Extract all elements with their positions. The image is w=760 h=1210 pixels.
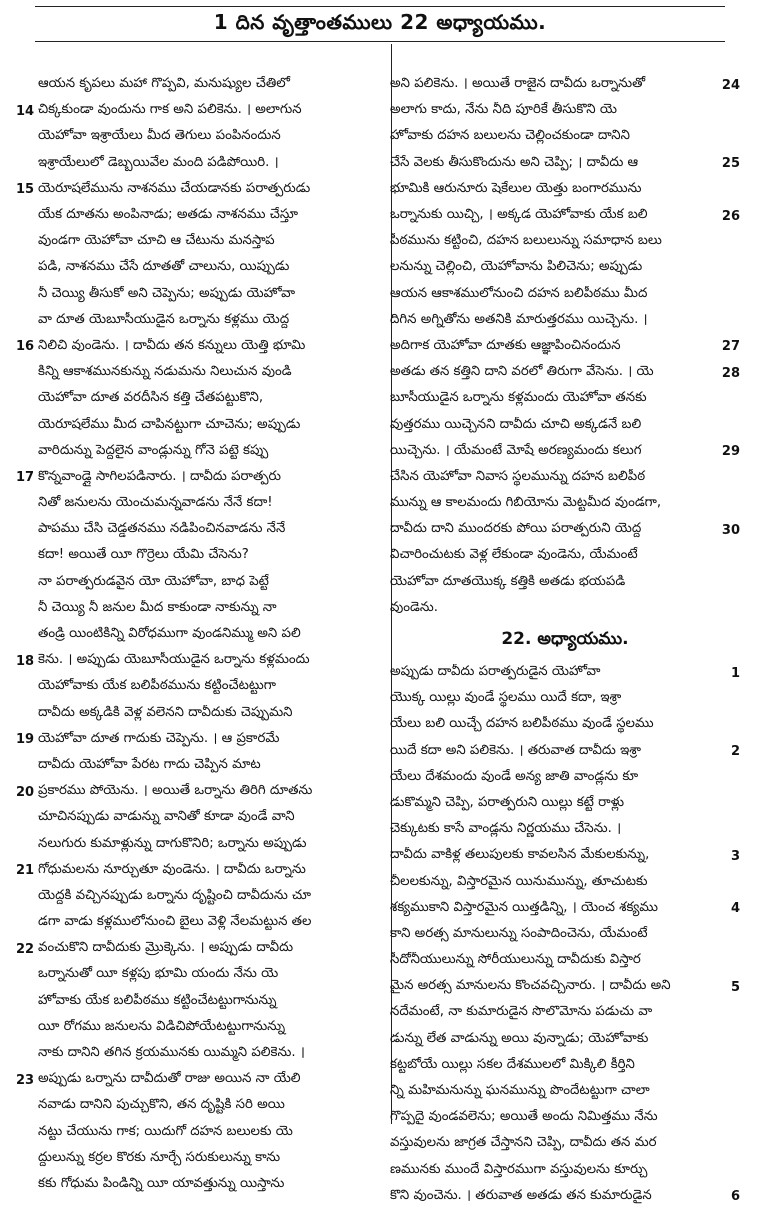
text-columns (16, 72, 740, 1205)
verse-text: అని పలికెను. । అయితే రాజైన దావీదు ఒర్నానుతో (390, 76, 646, 92)
text-line (16, 543, 366, 569)
verse-text: యిచ్చెను. । యేమంటే మోషే అరణ్యమందు కలుగ (390, 442, 642, 458)
text-line (390, 948, 740, 974)
verse-number: 6 (730, 1189, 740, 1205)
verse-text: కొని వుంచెను. । తరువాత అతడు తన కుమారుడైన (390, 1187, 652, 1203)
text-line (390, 491, 740, 517)
text-line (390, 255, 740, 281)
verse-text: భూమికి ఆరునూరు షెకేలుల యెత్తు బంగారమును (390, 180, 642, 196)
page-title: 1 దిన వృత్తాంతములు 22 అధ్యాయము. (213, 9, 547, 34)
text-line (390, 739, 740, 765)
verse-text: న్ని మహిమనున్ను ఘనమున్ను పొందేటట్టుగా చాలా (390, 1083, 650, 1099)
text-line (390, 412, 740, 438)
text-line (16, 1067, 366, 1093)
verse-text: ఇశ్రాయేలులో డెబ్బయివేల మంది పడిపోయిరి. । (38, 154, 279, 170)
verse-text: కట్టబోయే యిల్లు సకల దేశములలో మిక్కిలి కీర్తిని (390, 1056, 635, 1072)
verse-text: డున్ను లేత వాడున్ను అయి వున్నాడు; యెహోవాకు (390, 1030, 649, 1046)
text-line (390, 1027, 740, 1053)
verse-text: చెక్కుటకు కాసే వాండ్లను నిర్ణయము చేసెను. । (390, 821, 622, 837)
text-line (16, 1172, 366, 1198)
text-line (16, 989, 366, 1015)
verse-text: వా దూత యెబూసీయుడైన ఒర్నాను కళ్లము యెద్ద (38, 311, 290, 327)
text-line (16, 622, 366, 648)
verse-text: నీ చెయ్యి తీసుకో అని చెప్పెను; అప్పుడు యెహోవా (38, 285, 296, 301)
verse-text: వంచుకొని దావీదుకు మ్రొక్కెను. । అప్పుడు దావీదు (38, 940, 294, 956)
text-line (16, 701, 366, 727)
text-line (16, 648, 366, 674)
text-line (390, 1158, 740, 1184)
verse-text: యెరూషలేమును నాశనము చేయడానకు పరాత్పరుడు (38, 180, 311, 196)
text-line (390, 896, 740, 922)
left-column (16, 72, 378, 1191)
verse-text: కెను. । అప్పుడు యెబూసీయుడైన ఒర్నాను కళ్లమందు (38, 652, 310, 668)
text-line (390, 974, 740, 1000)
verse-text: నా పరాత్పరుడవైన యో యెహోవా, బాధ పెట్టే (38, 573, 269, 589)
verse-number: 28 (721, 365, 740, 381)
verse-text: ద్దులున్ను కర్రల కొరకు నూర్చే సరుకులున్ను కాను (38, 1149, 281, 1165)
text-line (16, 805, 366, 831)
verse-text: మైన అరత్స మానులను కొంచవచ్చినారు. । దావీదు అని (390, 978, 671, 994)
verse-number: 1 (730, 665, 740, 681)
verse-text: పాపము చేసి చెడ్డతనము నడిపించినవాడను నేనే (38, 521, 286, 537)
verse-text: యేలు బలి యిచ్చే దహన బలిపీఠము వుండే స్థలము (390, 716, 654, 732)
text-line (390, 98, 740, 124)
text-line (390, 334, 740, 360)
text-line (16, 1093, 366, 1119)
verse-text: వస్తువులను జాగ్రత చేస్తానని చెప్పి, దావీదు తన మర (390, 1135, 657, 1151)
verse-text: లనున్ను చెల్లించి, యెహోవాను పిలిచెను; అప్పుడు (390, 259, 643, 275)
verse-text: యెద్దకి వచ్చినప్పుడు ఒర్నాను దృష్టించి దావీదును చూ (38, 887, 312, 903)
text-line (16, 151, 366, 177)
verse-text: యిదే కదా అని పలికెను. । తరువాత దావీదు ఇశ్రా (390, 742, 642, 758)
text-line (390, 360, 740, 386)
verse-text: యెహోవా ఇశ్రాయేలు మీద తెగులు పంపినందున (38, 128, 281, 144)
verse-number: 17 (16, 470, 35, 486)
verse-text: అలాగు కాదు, నేను నీది పూరికే తీసుకొని యె (390, 102, 617, 118)
verse-text: దావీదు అక్కడికి వెళ్ల వలెనని దావీదుకు చెప్పుమని (38, 704, 293, 720)
text-line (390, 843, 740, 869)
verse-text: నాకు దానిని తగిన క్రయమునకు యిమ్మని పలికెను. । (38, 1045, 305, 1061)
text-line (390, 1184, 740, 1210)
verse-number: 15 (16, 182, 35, 198)
verse-text: డుకొమ్మని చెప్పి, పరాత్పరుని యిల్లు కట్టే రాళ్లు (390, 794, 625, 810)
verse-text: యొక్క యిల్లు వుండే స్థలము యిదే కదా, ఇశ్రా (390, 690, 622, 706)
verse-text: బూసీయుడైన ఒర్నాను కళ్లమందు యెహోవా తనకు (390, 390, 647, 406)
verse-text: నట్టు చేయును గాక; యిదుగో దహన బలులకు యె (38, 1123, 293, 1139)
verse-text: యెహోవా దూత వరదీసిన కత్తి చేతపట్టుకొని, (38, 390, 264, 406)
text-line (16, 465, 366, 491)
text-line (16, 308, 366, 334)
verse-text: వుండెను. (390, 599, 439, 615)
verse-number: 22 (16, 941, 35, 957)
verse-text: చేసిన యెహోవా నివాస స్థలమున్ను దహన బలిపీఠ (390, 468, 646, 484)
verse-number: 20 (16, 784, 35, 800)
verse-number: 29 (721, 444, 740, 460)
text-line (390, 1105, 740, 1131)
verse-text: గొప్పదై వుండవలెను; అయితే అందు నిమిత్తము నేను (390, 1109, 658, 1125)
text-line (16, 255, 366, 281)
verse-text: వుండగా యెహోవా చూచి ఆ చేటును మనస్తాప (38, 233, 275, 249)
verse-text: కిన్ని ఆకాశమునకున్ను నడుమను నిలుచున వుండి (38, 364, 292, 380)
text-line (16, 727, 366, 753)
text-line (16, 753, 366, 779)
verse-text: కాని అరత్స మానులున్ను సంపాదించెను, యేమంటే (390, 925, 648, 941)
text-line (390, 1131, 740, 1157)
verse-text: నదేమంటే, నా కుమారుడైన సొలొమోను పడుచు వా (390, 1004, 653, 1020)
verse-text: మున్ను ఆ కాలమందు గిబియోను మెట్టమీద వుండగా, (390, 495, 662, 511)
page-header (35, 6, 725, 42)
text-line (390, 177, 740, 203)
text-line (390, 386, 740, 412)
verse-text: సీదోనీయులున్ను సోరీయులున్ను దావీదుకు విస్తార (390, 952, 641, 968)
text-line (16, 517, 366, 543)
verse-text: యెహోవాకు యేక బలిపీఠమును కట్టించేటట్టుగా (38, 678, 276, 694)
text-line (390, 765, 740, 791)
verse-text: దావీదు దాని ముందరకు పోయి పరాత్పరుని యెద్ద (390, 521, 642, 537)
verse-number: 3 (730, 848, 740, 864)
verse-text: పడి, నాశనము చేసే దూతతో చాలును, యిప్పుడు (38, 259, 290, 275)
verse-text: ఒర్నానుతో యీ కళ్లపు భూమి యందు నేను యె (38, 966, 279, 982)
chapter-heading: 22. అధ్యాయము. (501, 628, 629, 649)
verse-text: చూచినప్పుడు వాడున్ను వానితో కూడా వుండే వాని (38, 809, 295, 825)
verse-number: 2 (730, 744, 740, 760)
verse-text: డగా వాడు కళ్లములోనుంచి బైలు వెళ్లి నేలమట్టున తల (38, 914, 312, 930)
verse-text: పీఠమును కట్టించి, దహన బలులున్ను సమాధాన బలు (390, 233, 662, 249)
text-line (390, 596, 740, 622)
verse-number: 21 (16, 863, 35, 879)
verse-number: 25 (721, 156, 740, 172)
verse-text: తండ్రి యింటికిన్ని విరోధముగా వుండనిమ్ము అని పలి (38, 626, 301, 642)
text-line (16, 334, 366, 360)
verse-text: హోవాకు యేక బలిపీఠము కట్టించేటట్టుగానున్ను (38, 992, 277, 1008)
text-line (390, 72, 740, 98)
verse-number: 16 (16, 339, 35, 355)
verse-number: 24 (721, 77, 740, 93)
text-line (390, 1000, 740, 1026)
text-line (16, 1015, 366, 1041)
text-line (16, 1120, 366, 1146)
text-line (16, 386, 366, 412)
verse-number: 23 (16, 1072, 35, 1088)
text-line (390, 869, 740, 895)
verse-text: యెహోవా దూత గాదుకు చెప్పెను. । ఆ ప్రకారమే (38, 730, 280, 746)
text-line (390, 791, 740, 817)
verse-text: అదిగాక యెహోవా దూతకు ఆజ్ఞాపించినందున (390, 337, 621, 353)
verse-number: 30 (721, 522, 740, 538)
text-line (390, 660, 740, 686)
text-line (16, 98, 366, 124)
verse-text: నవాడు దానిని పుచ్చుకొని, తన దృష్టికి సరి అయి (38, 1097, 285, 1113)
text-line (16, 1041, 366, 1067)
text-line (16, 831, 366, 857)
verse-text: యెరూషలేము మీద చాపినట్టుగా చూచెను; అప్పుడు (38, 416, 301, 432)
text-line (390, 817, 740, 843)
verse-text: చేసే వెలకు తీసుకొందును అని చెప్పి; । దావీదు ఆ (390, 154, 639, 170)
verse-number: 14 (16, 103, 35, 119)
text-line (16, 72, 366, 98)
text-line (16, 884, 366, 910)
verse-text: దిగిన అగ్నితోను అతనికి మారుత్తరము యిచ్చెను. । (390, 311, 648, 327)
verse-text: చీలలకున్ను, విస్తారమైన యినుమున్ను, తూచుటకు (390, 873, 648, 889)
verse-text: యీ రోగము జనులను విడిచిపోయేటట్టుగానున్ను (38, 1018, 286, 1034)
verse-text: అప్పుడు దావీదు పరాత్పరుడైన యెహోవా (390, 664, 601, 680)
verse-text: కకు గోధుమ పిండిన్ని యీ యావత్తున్ను యిస్తాను (38, 1175, 285, 1191)
text-line (390, 439, 740, 465)
verse-text: విచారించుటకు వెళ్ల లేకుండా వుండెను, యేమంటే (390, 547, 638, 563)
text-line (390, 203, 740, 229)
text-line (390, 151, 740, 177)
verse-text: అతడు తన కత్తిని దాని వరలో తిరుగా వేసెను. । యె (390, 364, 654, 380)
text-line (16, 439, 366, 465)
verse-text: నీ చెయ్యి నీ జనుల మీద కాకుండా నాకున్ను నా (38, 599, 277, 615)
text-line (16, 858, 366, 884)
text-line (390, 229, 740, 255)
verse-text: శక్యముకాని విస్తారమైన యిత్తడిన్ని, । యెంచ శక్యము (390, 899, 658, 915)
verse-number: 27 (721, 339, 740, 355)
text-line (390, 124, 740, 150)
text-line (16, 282, 366, 308)
verse-text: చిక్కకుండా వుందును గాక అని పలికెను. । అలాగున (38, 102, 302, 118)
text-line (390, 282, 740, 308)
verse-text: ఆయన ఆకాశములోనుంచి దహన బలిపీఠము మీద (390, 285, 648, 301)
text-line (390, 570, 740, 596)
verse-text: దావీదు యెహోవా పేరట గాదు చెప్పిన మాట (38, 756, 261, 772)
text-line (16, 910, 366, 936)
text-line (390, 1079, 740, 1105)
text-line (16, 779, 366, 805)
text-line (16, 674, 366, 700)
verse-text: నలుగురు కుమాళ్లున్ను దాగుకొనిరి; ఒర్నాను అప్పుడు (38, 835, 307, 851)
text-line (390, 517, 740, 543)
verse-number: 4 (730, 901, 740, 917)
text-line (16, 177, 366, 203)
verse-text: ఒర్నానుకు యిచ్చి, । అక్కడ యెహోవాకు యేక బలి (390, 207, 648, 223)
text-line (16, 936, 366, 962)
verse-text: ప్రకారము పోయెను. । అయితే ఒర్నాను తిరిగి దూతను (38, 783, 313, 799)
verse-text: యేలు దేశమందు వుండే అన్య జాతి వాండ్లను కూ (390, 768, 639, 784)
text-line (16, 491, 366, 517)
verse-number: 18 (16, 653, 35, 669)
right-column (378, 72, 740, 1205)
verse-text: కొన్నవాండ్లై సాగిలపడినారు. । దావీదు పరాత్పరు (38, 468, 281, 484)
verse-text: వారిదున్ను పెద్దలైన వాండ్లున్ను గోనె పట్టె కప్పు (38, 442, 269, 458)
verse-text: నితో జనులను యెంచుమన్నవాడను నేనే కదా! (38, 495, 273, 511)
text-line (390, 922, 740, 948)
text-line (16, 124, 366, 150)
verse-text: దావీదు వాకిళ్ల తలుపులకు కావలసిన మేకులకున్ను, (390, 847, 650, 863)
verse-text: యెహోవా దూతయొక్క కత్తికి అతడు భయపడి (390, 573, 626, 589)
verse-text: ఆయన కృపలు మహా గొప్పవి, మనుష్యుల చేతిలో (38, 76, 290, 92)
text-line (16, 412, 366, 438)
text-line (390, 465, 740, 491)
text-line (16, 962, 366, 988)
verse-number: 19 (16, 732, 35, 748)
verse-text: గోధుమలను నూర్చుతూ వుండెను. । దావీదు ఒర్నాను (38, 861, 306, 877)
verse-text: యేక దూతను అంపినాడు; అతడు నాశనము చేస్తూ (38, 207, 299, 223)
verse-text: హోవాకు దహన బలులను చెల్లించకుండా దానిని (390, 128, 630, 144)
text-line (16, 229, 366, 255)
text-line (16, 1146, 366, 1172)
text-line (16, 596, 366, 622)
text-line (16, 203, 366, 229)
text-line (16, 360, 366, 386)
verse-text: వుత్తరము యిచ్చెనని దావీదు చూచి అక్కడనే బలి (390, 416, 642, 432)
verse-number: 5 (730, 979, 740, 995)
text-line (390, 712, 740, 738)
text-line (390, 1053, 740, 1079)
verse-text: కదా! అయితే యీ గొర్రెలు యేమి చేసెను? (38, 547, 249, 563)
verse-text: ణమునకు ముందే విస్తారముగా వస్తువులను కూర్చు (390, 1161, 648, 1177)
verse-number: 26 (721, 208, 740, 224)
text-line (390, 543, 740, 569)
verse-text: నిలిచి వుండెను. । దావీదు తన కన్నులు యెత్తి భూమి (38, 337, 306, 353)
text-line (390, 308, 740, 334)
verse-text: అప్పుడు ఒర్నాను దావీదుతో రాజు అయిన నా యేలి (38, 1071, 301, 1087)
text-line (16, 570, 366, 596)
text-line (390, 686, 740, 712)
